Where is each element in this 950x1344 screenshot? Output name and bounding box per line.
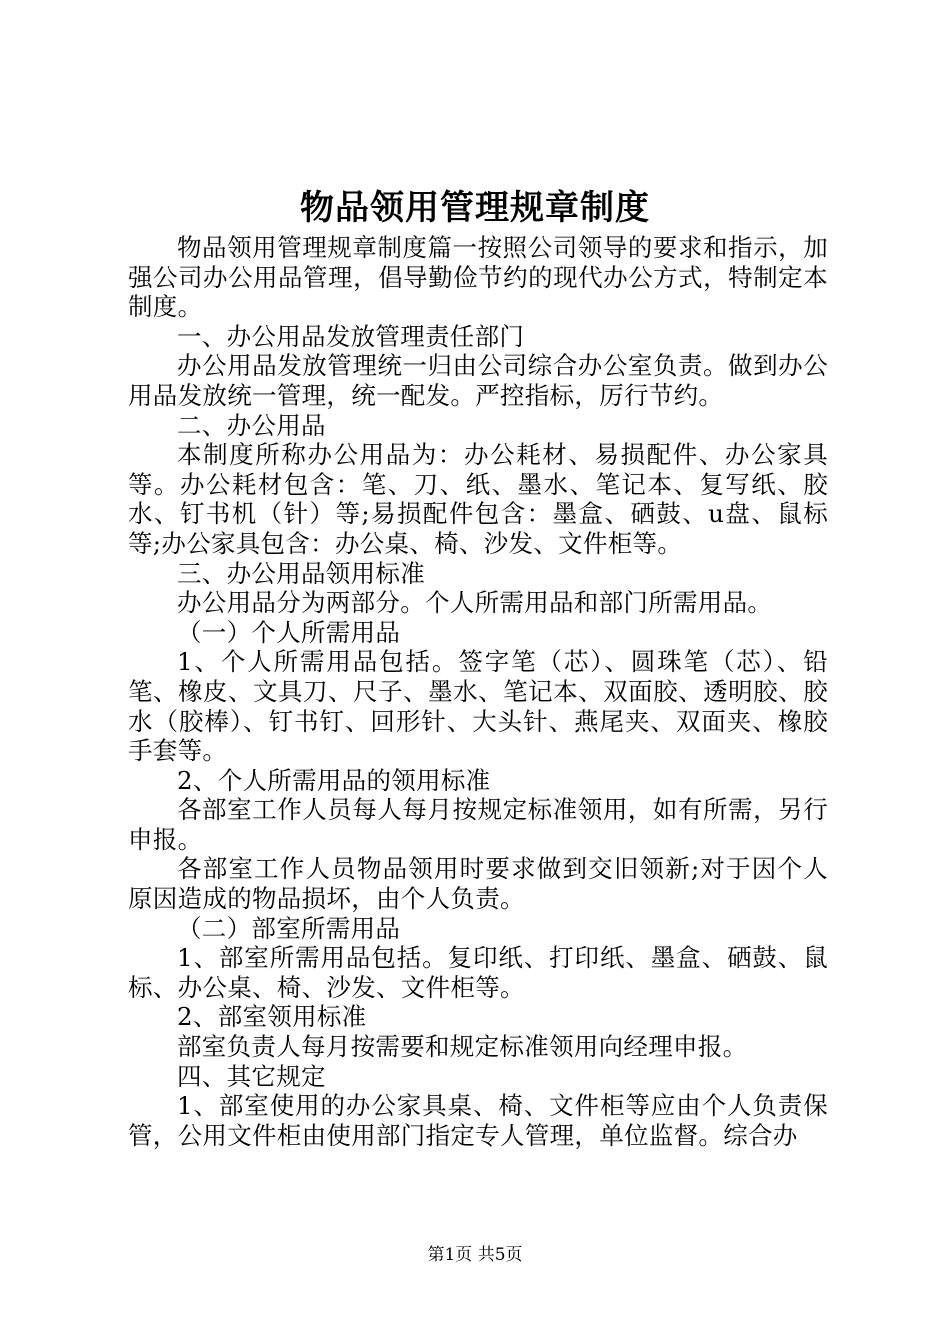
paragraph: 1、个人所需用品包括。签字笔（芯）、圆珠笔（芯）、铅笔、橡皮、文具刀、尺子、墨水、笔记本、双面胶、透明胶、胶水（胶棒）、钉书钉、回形针、大头针、燕尾夹、双面夹、橡胶手套等。 <box>128 647 828 766</box>
section-heading: 二、办公用品 <box>177 410 326 440</box>
page-footer: 第1页 共5页 <box>427 1245 523 1265</box>
subsection-heading: 2、个人所需用品的领用标准 <box>177 765 491 795</box>
paragraph: 各部室工作人员物品领用时要求做到交旧领新;对于因个人原因造成的物品损坏，由个人负责。 <box>128 854 828 914</box>
subsection-heading: 2、部室领用标准 <box>177 1002 367 1032</box>
subsection-heading: （一）个人所需用品 <box>177 617 401 647</box>
paragraph: 1、部室使用的办公家具桌、椅、文件柜等应由个人负责保管，公用文件柜由使用部门指定专人管理，单位监督。综合办 <box>128 1091 828 1150</box>
section-heading: 四、其它规定 <box>177 1061 326 1091</box>
paragraph: 1、部室所需用品包括。复印纸、打印纸、墨盒、硒鼓、鼠标、办公桌、椅、沙发、文件柜等。 <box>128 943 828 1002</box>
paragraph: 各部室工作人员每人每月按规定标准领用，如有所需，另行申报。 <box>128 795 828 854</box>
paragraph: 物品领用管理规章制度篇一按照公司领导的要求和指示，加强公司办公用品管理，倡导勤俭节约的现代办公方式，特制定本制度。 <box>128 233 828 322</box>
document-title: 物品领用管理规章制度 <box>300 188 650 228</box>
section-heading: 三、办公用品领用标准 <box>177 558 425 588</box>
paragraph: 办公用品发放管理统一归由公司综合办公室负责。做到办公用品发放统一管理，统一配发。严控指标，厉行节约。 <box>128 351 828 410</box>
subsection-heading: （二）部室所需用品 <box>177 913 401 943</box>
paragraph: 部室负责人每月按需要和规定标准领用向经理申报。 <box>177 1032 748 1062</box>
paragraph: 本制度所称办公用品为：办公耗材、易损配件、办公家具等。办公耗材包含：笔、刀、纸、墨水、笔记本、复写纸、胶水、钉书机（针）等;易损配件包含：墨盒、硒鼓、u盘、鼠标等;办公家具包含：办公桌、椅、沙发、文件柜等。 <box>128 440 828 558</box>
document-body <box>128 233 828 1150</box>
section-heading: 一、办公用品发放管理责任部门 <box>177 321 525 351</box>
paragraph: 办公用品分为两部分。个人所需用品和部门所需用品。 <box>177 588 773 618</box>
